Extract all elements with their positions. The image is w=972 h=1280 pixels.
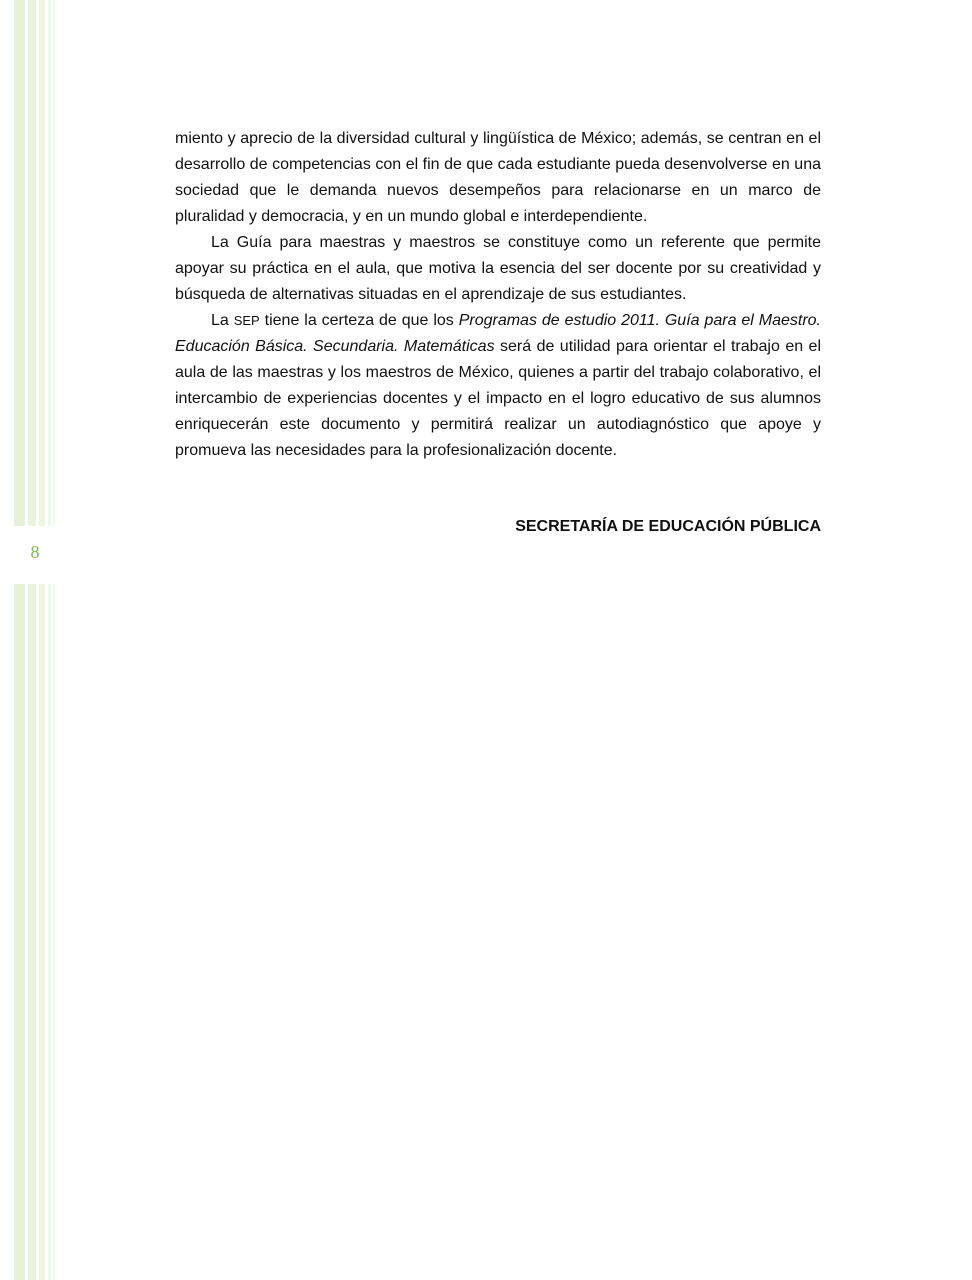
body-text bbox=[175, 126, 821, 464]
margin-stripe bbox=[39, 0, 45, 526]
margin-stripe bbox=[28, 0, 36, 526]
paragraph-3 bbox=[175, 308, 821, 464]
page-number: 8 bbox=[30, 542, 40, 562]
margin-stripe bbox=[39, 584, 45, 1280]
margin-stripe bbox=[14, 0, 25, 526]
paragraph-3-part1: La bbox=[211, 312, 234, 329]
margin-stripe bbox=[53, 584, 55, 1280]
paragraph-1: miento y aprecio de la diversidad cultural y lingüística de México; además, se centran en el desarrollo de competencias con el fin de que cada estudiante pueda desenvolverse en una sociedad que le demanda nuevos desempeños para relacionarse en un marco de pluralidad y democracia, y en un mundo global e interdependiente. bbox=[175, 130, 821, 225]
paragraph-3-part2: tiene la certeza de que los bbox=[259, 312, 459, 329]
margin-stripe bbox=[53, 0, 55, 526]
publication-title: Programas de estudio 2011. Guía para el Maestro. Educación Básica. Secundaria. Matemáticas bbox=[175, 312, 821, 355]
margin-stripe bbox=[48, 584, 51, 1280]
sep-abbreviation: SEP bbox=[233, 313, 260, 328]
paragraph-3-part3: será de utilidad para orientar el trabajo en el aula de las maestras y los maestros de México, quienes a partir del trabajo colaborativo, el intercambio de experiencias docentes y el impacto en el logro educativo de sus alumnos enriquecerán este documento y permitirá realizar un autodiagnóstico que apoye y promueva las necesidades para la profesionalización docente. bbox=[175, 338, 822, 459]
margin-stripe bbox=[14, 584, 25, 1280]
margin-stripe bbox=[48, 0, 51, 526]
margin-stripe bbox=[28, 584, 36, 1280]
signature: SECRETARÍA DE EDUCACIÓN PÚBLICA bbox=[515, 518, 821, 535]
paragraph-2: La Guía para maestras y maestros se constituye como un referente que permite apoyar su práctica en el aula, que motiva la esencia del ser docente por su creatividad y búsqueda de alternativas situadas en el aprendizaje de sus estudiantes. bbox=[175, 234, 821, 303]
